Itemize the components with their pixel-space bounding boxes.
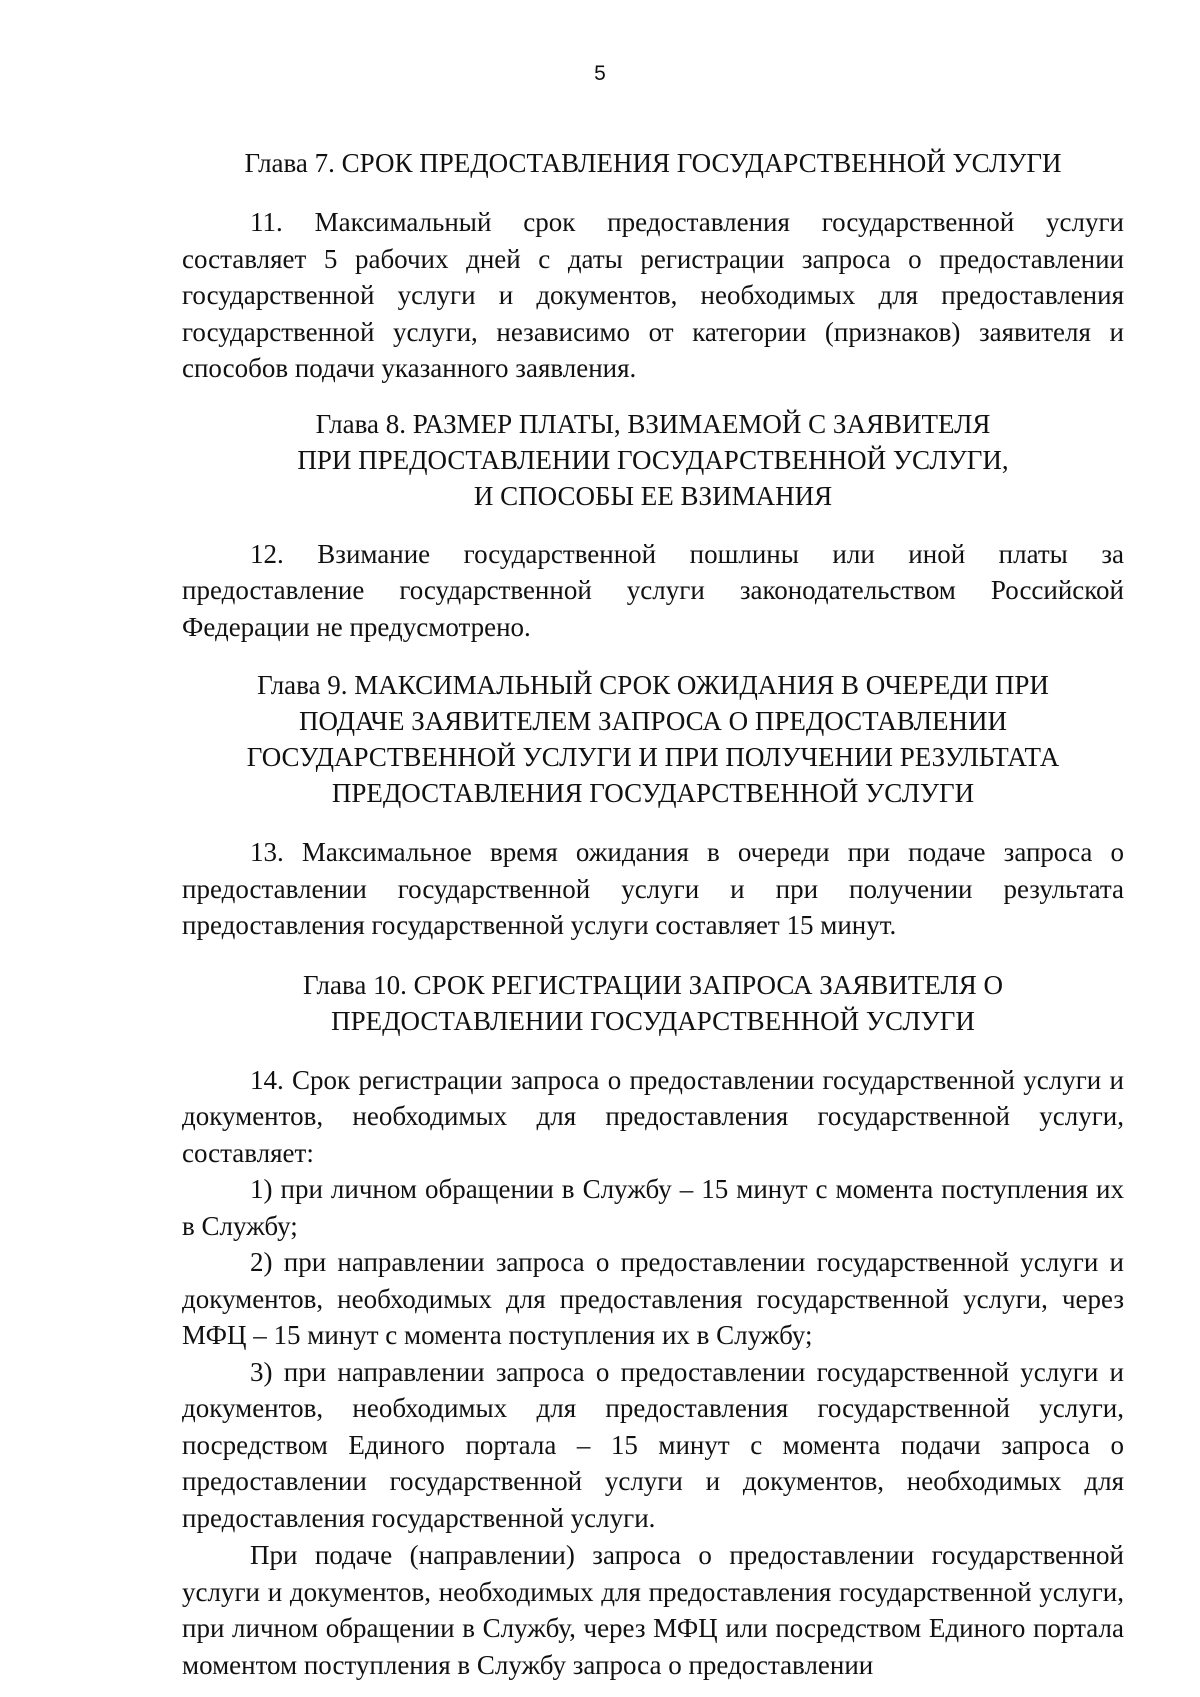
paragraph-12: 12. Взимание государственной пошлины или иной платы за предоставление государственной услуги законодательством Российской Федерации не предусмотрено. — [182, 538, 1124, 642]
list-item-2: 2) при направлении запроса о предоставлении государственной услуги и документов, необходимых для предоставления государственной услуги, через МФЦ – 15 минут с момента поступления их в Службу; — [182, 1247, 1124, 1350]
document-body — [182, 145, 1124, 1683]
chapter-7-title — [182, 145, 1124, 181]
chapter-8-title-line-1: Глава 8. РАЗМЕР ПЛАТЫ, ВЗИМАЕМОЙ С ЗАЯВИТЕЛЯ — [315, 408, 991, 439]
chapter-10-title-line-1: Глава 10. СРОК РЕГИСТРАЦИИ ЗАПРОСА ЗАЯВИТЕЛЯ О — [302, 969, 1004, 1000]
list-item-1: 1) при личном обращении в Службу – 15 минут с момента поступления их в Службу; — [182, 1174, 1124, 1241]
paragraph-13: 13. Максимальное время ожидания в очереди при подаче запроса о предоставлении государственной услуги и при получении результата предоставления государственной услуги составляет 15 минут. — [182, 837, 1124, 940]
chapter-10-title-line-2: ПРЕДОСТАВЛЕНИИ ГОСУДАРСТВЕННОЙ УСЛУГИ — [331, 1005, 975, 1036]
chapter-8-title-line-3: И СПОСОБЫ ЕЕ ВЗИМАНИЯ — [473, 480, 833, 511]
chapter-9-title-line-4: ПРЕДОСТАВЛЕНИЯ ГОСУДАРСТВЕННОЙ УСЛУГИ — [331, 778, 975, 808]
chapter-8-title-line-2: ПРИ ПРЕДОСТАВЛЕНИИ ГОСУДАРСТВЕННОЙ УСЛУГИ, — [297, 444, 1009, 475]
chapter-9-title-line-3: ГОСУДАРСТВЕННОЙ УСЛУГИ И ПРИ ПОЛУЧЕНИИ РЕЗУЛЬТАТА — [246, 742, 1060, 772]
chapter-9-title-line-2: ПОДАЧЕ ЗАЯВИТЕЛЕМ ЗАПРОСА О ПРЕДОСТАВЛЕНИИ — [298, 706, 1008, 736]
list-item-3: 3) при направлении запроса о предоставлении государственной услуги и документов, необходимых для предоставления государственной услуги, посредством Единого портала – 15 минут с момента подачи запроса о предоставлении государственной услуги и документов, необходимых для предоставления государственной услуги. — [182, 1356, 1124, 1533]
closing-paragraph: При подаче (направлении) запроса о предоставлении государственной услуги и документов, необходимых для предоставления государственной услуги, при личном обращении в Службу, через МФЦ или посредством Единого портала моментом поступления в Службу запроса о предоставлении — [182, 1540, 1124, 1680]
chapter-8-title — [182, 406, 1124, 514]
chapter-9-title — [182, 667, 1124, 811]
chapter-7-title-line: Глава 7. СРОК ПРЕДОСТАВЛЕНИЯ ГОСУДАРСТВЕННОЙ УСЛУГИ — [244, 148, 1062, 178]
page-number: 5 — [594, 62, 606, 85]
chapter-10-title — [182, 967, 1124, 1039]
paragraph-11: 11. Максимальный срок предоставления государственной услуги составляет 5 рабочих дней с даты регистрации запроса о предоставлении государственной услуги и документов, необходимых для предоставления государственной услуги, независимо от категории (признаков) заявителя и способов подачи указанного заявления. — [182, 207, 1124, 383]
paragraph-14: 14. Срок регистрации запроса о предоставлении государственной услуги и документов, необходимых для предоставления государственной услуги, составляет: — [182, 1064, 1124, 1168]
chapter-9-title-line-1: Глава 9. МАКСИМАЛЬНЫЙ СРОК ОЖИДАНИЯ В ОЧЕРЕДИ ПРИ — [257, 670, 1049, 700]
